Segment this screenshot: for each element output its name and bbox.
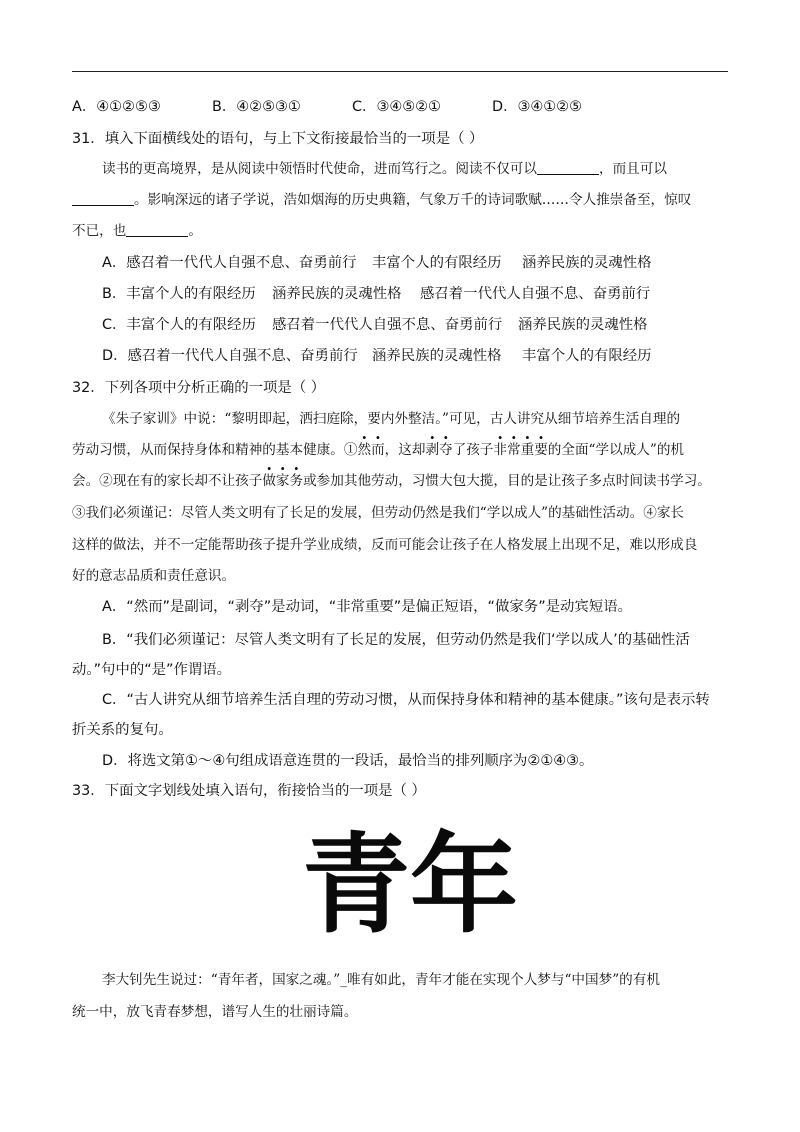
- option-part: 涵养民族的灵魂性格: [372, 348, 502, 364]
- q31-blank-2[interactable]: [72, 191, 134, 206]
- q32-option-b[interactable]: B．“我们必须谨记：尽管人类文明有了长足的发展，但劳动仍然是我们‘学以成人’的基础性活: [102, 632, 690, 648]
- header-rule: [72, 71, 728, 72]
- q32-passage-line1: 《朱子家训》中说：“黎明即起，洒扫庭除，要内外整洁。”可见，古人讲究从细节培养生活自理的: [102, 411, 681, 427]
- q32-passage-line3: [72, 471, 711, 491]
- emphasized-word: [357, 442, 384, 458]
- passage-text: 会。②现在有的家长却不让孩子: [72, 473, 263, 489]
- emphasis-char: 非: [493, 442, 507, 458]
- q31-stem: 31．填入下面横线处的语句，与上下文衔接最恰当的一项是（ ）: [72, 131, 484, 147]
- option-part: A．感召着一代代人自强不息、奋勇前行: [102, 255, 357, 271]
- q31-passage-line3: [72, 221, 202, 241]
- q31-option-c[interactable]: [102, 315, 648, 335]
- emphasis-char: 务: [289, 473, 304, 489]
- q30-option-b[interactable]: B．④②⑤③①: [212, 99, 301, 115]
- option-part: 感召着一代代人自强不息、奋勇前行: [420, 286, 651, 302]
- emphasis-char: 剥: [425, 442, 440, 458]
- q33-passage-line2: 统一中，放飞青春梦想，谱写人生的壮丽诗篇。: [72, 1004, 358, 1020]
- q31-passage-line1: [102, 159, 667, 179]
- option-part: 感召着一代代人自强不息、奋勇前行: [272, 317, 503, 333]
- emphasized-word: [493, 442, 547, 458]
- option-part: B．丰富个人的有限经历: [102, 286, 256, 302]
- q31-passage-line2: [72, 190, 691, 210]
- q31-blank-3[interactable]: [126, 222, 188, 237]
- option-part: 涵养民族的灵魂性格: [518, 317, 648, 333]
- q32-passage-line5: 这样的做法，并不一定能帮助孩子提升学业成绩，反而可能会让孩子在人格发展上出现不足，难以形成良: [72, 537, 698, 553]
- q30-option-c[interactable]: C．③④⑤②①: [352, 99, 441, 115]
- q31-passage-text: 。影响深远的诸子学说，浩如烟海的历史典籍，气象万千的诗词歌赋……令人推崇备至，惊叹: [134, 192, 692, 208]
- q33-passage-line1: 李大钊先生说过：“青年者，国家之魂。”_唯有如此，青年才能在实现个人梦与“中国梦”的有机: [102, 972, 660, 988]
- q32-option-c[interactable]: C．“古人讲究从细节培养生活自理的劳动习惯，从而保持身体和精神的基本健康。”该句是表示转: [102, 692, 710, 708]
- q31-blank-1[interactable]: [537, 160, 599, 175]
- emphasis-char: 常: [507, 442, 521, 458]
- q30-option-a[interactable]: A．④①②⑤③: [72, 99, 161, 115]
- q31-option-b[interactable]: [102, 284, 650, 304]
- passage-text: ，这却: [384, 442, 426, 458]
- q33-stem: 33．下面文字划线处填入语句，衔接恰当的一项是（ ）: [72, 783, 426, 799]
- emphasis-char: 夺: [439, 442, 453, 458]
- passage-text: 劳动习惯，从而保持身体和精神的基本健康。①: [72, 442, 358, 458]
- passage-text: 或参加其他劳动，习惯大包大揽，目的是让孩子多点时间读书学习。: [303, 473, 711, 489]
- q30-option-d[interactable]: D．③④①②⑤: [492, 99, 582, 115]
- emphasis-char: 做: [262, 473, 276, 489]
- option-part: 涵养民族的灵魂性格: [522, 255, 652, 271]
- q32-option-a[interactable]: A．“然而”是副词，“剥夺”是动词，“非常重要”是偏正短语，“做家务”是动宾短语。: [102, 599, 632, 615]
- q31-passage-text: 读书的更高境界，是从阅读中领悟时代使命，进而笃行之。阅读不仅可以: [102, 161, 537, 177]
- calligraphy-image: [300, 800, 520, 950]
- q31-passage-text: 。: [188, 223, 202, 239]
- q32-option-d[interactable]: D．将选文第①～④句组成语意连贯的一段话，最恰当的排列顺序为②①④③。: [102, 753, 594, 769]
- q32-option-c-cont: 折关系的复句。: [72, 722, 173, 738]
- q31-passage-text: 不已，也: [72, 223, 127, 239]
- option-part: 丰富个人的有限经历: [372, 255, 502, 271]
- emphasis-char: 要: [534, 442, 548, 458]
- q32-option-b-cont: 动。”句中的“是”作谓语。: [72, 662, 232, 678]
- emphasis-char: 重: [520, 442, 535, 458]
- q32-passage-line2: [72, 440, 684, 460]
- q32-stem: 32．下列各项中分析正确的一项是（ ）: [72, 380, 326, 396]
- q32-passage-line6: 好的意志品质和责任意识。: [72, 568, 236, 584]
- emphasized-word: [425, 442, 452, 458]
- calligraphy-text: 青年: [301, 822, 519, 948]
- q31-passage-text: ，而且可以: [599, 161, 667, 177]
- q31-option-a[interactable]: [102, 253, 652, 273]
- passage-text: 了孩子: [452, 442, 494, 458]
- emphasis-char: 而: [371, 442, 385, 458]
- q32-passage-line4: ③我们必须谨记：尽管人类文明有了长足的发展，但劳动仍然是我们“学以成人”的基础性活动。④家长: [72, 505, 685, 521]
- emphasis-char: 家: [275, 473, 290, 489]
- passage-text: 的全面“学以成人”的机: [547, 442, 685, 458]
- option-part: D．感召着一代代人自强不息、奋勇前行: [102, 348, 358, 364]
- option-part: 丰富个人的有限经历: [522, 348, 652, 364]
- emphasized-word: [262, 473, 303, 489]
- q30-options: [72, 97, 582, 117]
- emphasis-char: 然: [357, 442, 372, 458]
- option-part: 涵养民族的灵魂性格: [272, 286, 402, 302]
- q31-option-d[interactable]: [102, 346, 652, 366]
- option-part: C．丰富个人的有限经历: [102, 317, 256, 333]
